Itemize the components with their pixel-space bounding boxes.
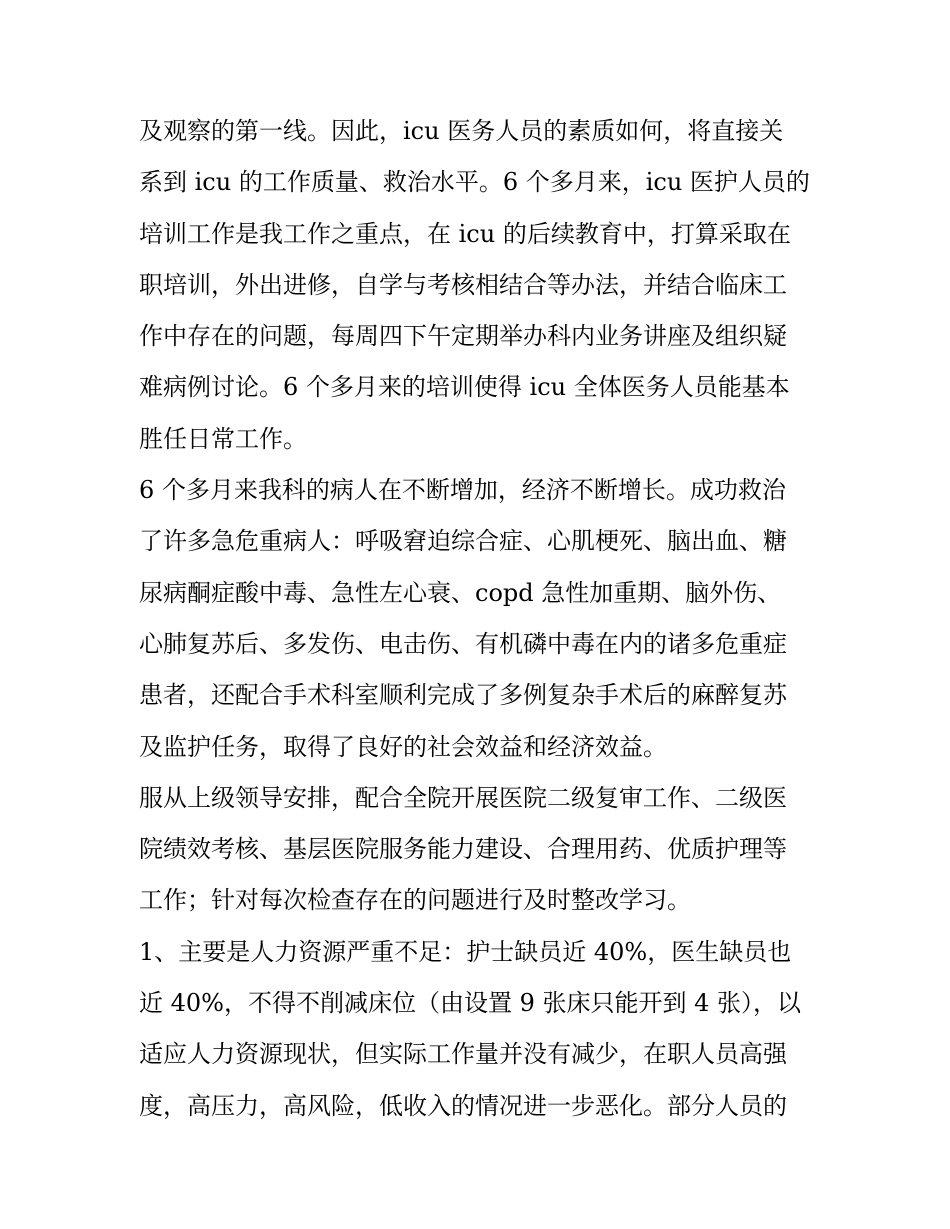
text-line: 心肺复苏后、多发伤、电击伤、有机磷中毒在内的诸多危重症 (139, 629, 787, 658)
text-line: 胜任日常工作。 (139, 424, 307, 453)
text-line: 6 个多月来我科的病人在不断增加，经济不断增长。成功救治 (139, 476, 786, 505)
text-line: 系到 icu 的工作质量、救治水平。6 个多月来，icu 医护人员的 (139, 168, 810, 197)
text-line: 难病例讨论。6 个多月来的培训使得 icu 全体医务人员能基本 (139, 373, 790, 402)
text-line: 尿病酮症酸中毒、急性左心衰、copd 急性加重期、脑外伤、 (139, 578, 782, 607)
text-line: 适应人力资源现状，但实际工作量并没有减少，在职人员高强 (139, 1040, 787, 1069)
text-line: 培训工作是我工作之重点，在 icu 的后续教育中，打算采取在 (139, 219, 791, 248)
text-line: 及观察的第一线。因此，icu 医务人员的素质如何，将直接关 (139, 117, 784, 145)
text-line: 1、主要是人力资源严重不足：护士缺员近 40%，医生缺员也 (139, 937, 792, 966)
text-line: 近 40%，不得不削减床位（由设置 9 张床只能开到 4 张），以 (139, 989, 802, 1018)
document-body (139, 106, 819, 1132)
text-line: 度，高压力，高风险，低收入的情况进一步恶化。部分人员的 (139, 1091, 787, 1120)
text-line: 了许多急危重病人：呼吸窘迫综合症、心肌梗死、脑出血、糖 (139, 527, 787, 556)
text-line: 服从上级领导安排，配合全院开展医院二级复审工作、二级医 (139, 783, 787, 812)
text-line: 及监护任务，取得了良好的社会效益和经济效益。 (139, 732, 667, 761)
text-line: 作中存在的问题，每周四下午定期举办科内业务讲座及组织疑 (139, 322, 787, 351)
text-line: 院绩效考核、基层医院服务能力建设、合理用药、优质护理等 (139, 835, 787, 864)
text-line: 工作；针对每次检查存在的问题进行及时整改学习。 (139, 886, 691, 915)
text-line: 患者，还配合手术科室顺利完成了多例复杂手术后的麻醉复苏 (139, 681, 787, 710)
text-line: 职培训，外出进修，自学与考核相结合等办法，并结合临床工 (139, 270, 787, 299)
